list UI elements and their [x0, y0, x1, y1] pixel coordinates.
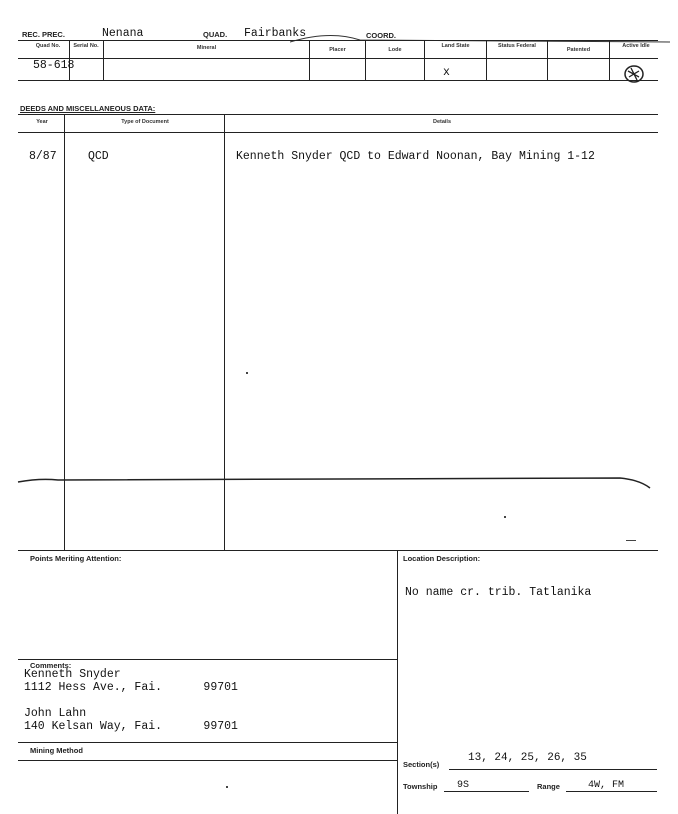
col-serial-no: Serial No.	[73, 43, 99, 49]
col-patented: Patented	[566, 47, 591, 53]
range-underline	[566, 791, 657, 792]
comments-label: Comments:	[30, 661, 72, 670]
comments-top-rule	[18, 659, 398, 660]
deed-entry-year: 8/87	[29, 150, 57, 163]
points-label: Points Meriting Attention:	[30, 554, 122, 563]
section-underline	[449, 769, 657, 770]
header-row-bottom-rule	[18, 80, 658, 81]
comments-line-1: Kenneth Snyder	[24, 668, 121, 681]
deed-entry-details: Kenneth Snyder QCD to Edward Noonan, Bay Mining 1-12	[236, 150, 595, 163]
comments-line-4: John Lahn	[24, 707, 87, 720]
stray-dot	[504, 516, 506, 518]
col-status-federal: Status Federal	[498, 43, 536, 49]
rec-prec-value: Nenana	[102, 27, 144, 40]
paper-fold-line	[0, 470, 678, 500]
stray-dot	[246, 372, 248, 374]
quad-value: Fairbanks	[244, 27, 307, 40]
stray-dash	[626, 540, 636, 541]
col-divider-8	[609, 41, 610, 80]
header-row-mid-rule	[18, 58, 658, 59]
stray-dot	[226, 786, 228, 788]
comments-line-2: 1112 Hess Ave., Fai. 99701	[24, 681, 238, 694]
deeds-col-type: Type of Document	[121, 119, 169, 125]
deeds-header-rule	[18, 132, 658, 133]
quad-label: QUAD.	[203, 30, 228, 39]
coord-label: COORD.	[366, 31, 396, 40]
points-top-rule	[18, 550, 658, 551]
col-mineral: Mineral	[196, 45, 217, 51]
deeds-top-rule	[18, 114, 658, 115]
comments-line-3	[24, 694, 394, 707]
comments-block	[24, 668, 394, 733]
mining-method-label: Mining Method	[30, 746, 83, 755]
location-divider	[397, 550, 398, 814]
col-quad-no: Quad No.	[35, 43, 61, 49]
col-active-idle: Active Idle	[622, 43, 650, 49]
section-label: Section(s)	[403, 760, 440, 769]
deeds-col-year: Year	[36, 119, 48, 125]
township-value: 9S	[457, 780, 470, 791]
col-lode: Lode	[388, 47, 402, 53]
header-curve-line	[290, 24, 670, 44]
location-label: Location Description:	[403, 554, 481, 563]
active-circle-stamp-icon	[622, 63, 648, 87]
township-underline	[444, 791, 529, 792]
rec-prec-label: REC. PREC.	[22, 30, 65, 39]
location-value: No name cr. trib. Tatlanika	[405, 586, 592, 599]
section-value: 13, 24, 25, 26, 35	[468, 752, 587, 764]
range-label: Range	[537, 782, 560, 791]
header-row-top-rule	[18, 40, 658, 41]
col-placer: Placer	[329, 47, 346, 53]
land-state-mark: x	[443, 66, 450, 79]
deed-entry-type: QCD	[88, 150, 109, 163]
range-value: 4W, FM	[588, 780, 625, 791]
comments-line-5: 140 Kelsan Way, Fai. 99701	[24, 720, 238, 733]
quad-no-value: 58-618	[33, 59, 75, 72]
col-land-state: Land State	[441, 43, 470, 49]
deeds-col-details: Details	[432, 119, 452, 125]
mining-bottom-rule	[18, 760, 398, 761]
township-label: Township	[403, 782, 438, 791]
mining-top-rule	[18, 742, 398, 743]
deeds-section-title: DEEDS AND MISCELLANEOUS DATA:	[20, 104, 156, 113]
